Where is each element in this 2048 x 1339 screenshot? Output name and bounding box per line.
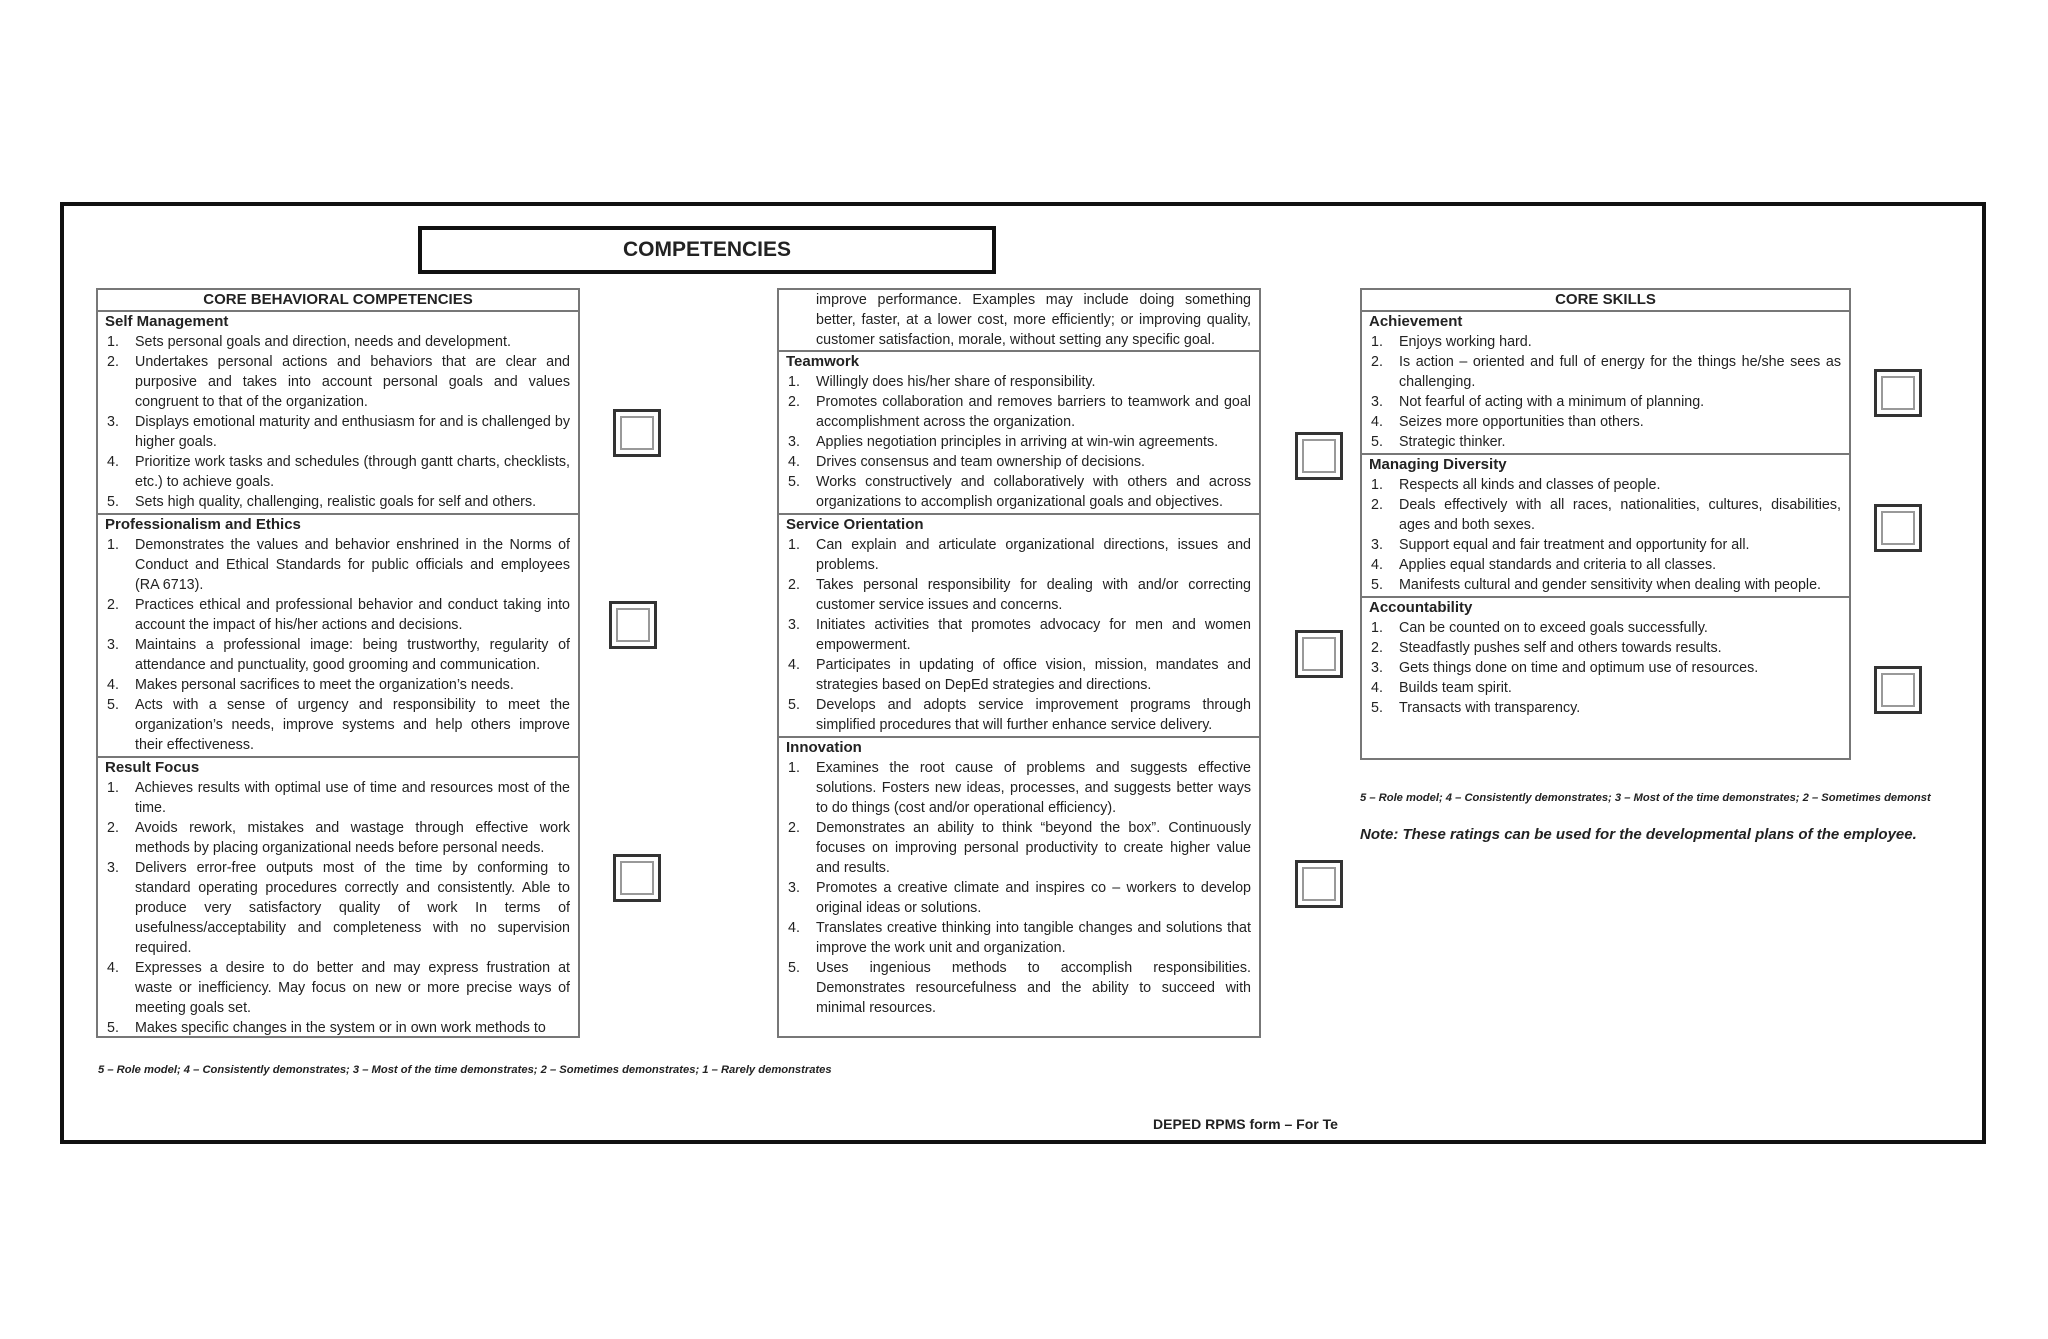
section-teamwork xyxy=(779,352,1259,515)
item-number: 3. xyxy=(1371,537,1383,553)
item-number: 5. xyxy=(107,1020,119,1036)
indicator-item xyxy=(106,535,570,595)
item-text: Develops and adopts service improvement programs through simplified procedures that will further enhance service delivery. xyxy=(816,697,1251,733)
indicator-item xyxy=(787,615,1251,655)
item-text: Takes personal responsibility for dealing with and/or correcting customer service issues and concerns. xyxy=(816,577,1251,613)
indicator-item xyxy=(106,818,570,858)
item-text: Demonstrates the values and behavior enshrined in the Norms of Conduct and Ethical Standards for public officials and employees (RA 6713). xyxy=(135,537,570,593)
indicator-item xyxy=(1370,535,1841,555)
item-number: 1. xyxy=(1371,477,1383,493)
item-text: Undertakes personal actions and behaviors that are clear and purposive and takes into account personal goals and values congruent to that of the organization. xyxy=(135,354,570,410)
item-text: Promotes collaboration and removes barriers to teamwork and goal accomplishment across the organization. xyxy=(816,394,1251,430)
indicator-item xyxy=(106,412,570,452)
rating-box-service-orientation[interactable] xyxy=(1295,630,1343,678)
item-text: Support equal and fair treatment and opportunity for all. xyxy=(1399,537,1750,553)
item-number: 4. xyxy=(788,657,800,673)
item-text: Practices ethical and professional behavior and conduct taking into account the impact of his/her actions and decisions. xyxy=(135,597,570,633)
item-text: Uses ingenious methods to accomplish responsibilities. Demonstrates resourcefulness and the ability to succeed with minimal resources. xyxy=(816,960,1251,1016)
item-number: 5. xyxy=(788,960,800,976)
form-footer: DEPED RPMS form – For Te xyxy=(1153,1116,1338,1132)
item-number: 4. xyxy=(788,454,800,470)
item-text: Applies negotiation principles in arriving at win-win agreements. xyxy=(816,434,1219,450)
item-number: 4. xyxy=(1371,680,1383,696)
indicator-item xyxy=(1370,698,1841,718)
document-frame xyxy=(60,202,1986,1144)
item-text: Expresses a desire to do better and may express frustration at waste or inefficiency. May focus on new or more precise ways of meeting goals set. xyxy=(135,960,570,1016)
section-achievement xyxy=(1362,312,1849,455)
rating-legend-right: 5 – Role model; 4 – Consistently demonstrates; 3 – Most of the time demonstrates; 2 – Sometimes demonst xyxy=(1360,792,1931,804)
item-number: 5. xyxy=(788,474,800,490)
section-title: Teamwork xyxy=(786,353,860,370)
item-number: 4. xyxy=(788,920,800,936)
item-text: Initiates activities that promotes advocacy for men and women empowerment. xyxy=(816,617,1251,653)
section-title: Achievement xyxy=(1369,313,1463,330)
indicator-item xyxy=(787,878,1251,918)
item-number: 3. xyxy=(788,880,800,896)
indicator-item xyxy=(1370,432,1841,452)
indicator-item xyxy=(106,675,570,695)
item-number: 2. xyxy=(107,354,119,370)
section-title: Professionalism and Ethics xyxy=(105,516,301,533)
rating-box-professionalism-ethics[interactable] xyxy=(609,601,657,649)
indicator-list xyxy=(787,535,1251,735)
item-number: 5. xyxy=(1371,700,1383,716)
rating-box-self-management[interactable] xyxy=(613,409,661,457)
ratings-note: Note: These ratings can be used for the developmental plans of the employee. xyxy=(1360,826,1917,843)
rating-box-achievement[interactable] xyxy=(1874,369,1922,417)
section-title: Result Focus xyxy=(105,759,200,776)
section-title: Self Management xyxy=(105,313,229,330)
item-text: Makes personal sacrifices to meet the organization’s needs. xyxy=(135,677,514,693)
item-number: 4. xyxy=(1371,414,1383,430)
item-number: 1. xyxy=(107,537,119,553)
indicator-item xyxy=(106,352,570,412)
rating-box-managing-diversity[interactable] xyxy=(1874,504,1922,552)
indicator-item xyxy=(106,492,570,512)
item-number: 2. xyxy=(788,394,800,410)
panel-header: CORE SKILLS xyxy=(1362,290,1849,312)
indicator-list xyxy=(1370,475,1841,595)
indicator-item xyxy=(1370,658,1841,678)
section-title: Service Orientation xyxy=(786,516,924,533)
indicator-item xyxy=(787,818,1251,878)
item-number: 5. xyxy=(107,697,119,713)
item-number: 3. xyxy=(107,860,119,876)
item-number: 4. xyxy=(107,454,119,470)
indicator-item xyxy=(1370,638,1841,658)
indicator-list xyxy=(106,332,570,512)
indicator-item xyxy=(787,758,1251,818)
indicator-item xyxy=(1370,575,1841,595)
indicator-item xyxy=(1370,392,1841,412)
indicator-item xyxy=(106,332,570,352)
panel-header: CORE BEHAVIORAL COMPETENCIES xyxy=(98,290,578,312)
indicator-item xyxy=(787,655,1251,695)
item-text: Respects all kinds and classes of people. xyxy=(1399,477,1661,493)
core-skills-panel xyxy=(1360,288,1851,760)
item-number: 4. xyxy=(107,677,119,693)
item-text: Examines the root cause of problems and suggests effective solutions. Fosters new ideas, processes, and suggests better ways to do things (cost and/or operational efficiency). xyxy=(816,760,1251,816)
item-number: 3. xyxy=(1371,394,1383,410)
indicator-item xyxy=(787,958,1251,1018)
indicator-list xyxy=(106,778,570,1038)
indicator-item xyxy=(1370,678,1841,698)
indicator-item xyxy=(106,595,570,635)
item-text: Translates creative thinking into tangible changes and solutions that improve the work unit and organization. xyxy=(816,920,1251,956)
item-text: Promotes a creative climate and inspires co – workers to develop original ideas or solutions. xyxy=(816,880,1251,916)
item-number: 3. xyxy=(788,434,800,450)
rating-box-teamwork[interactable] xyxy=(1295,432,1343,480)
rating-legend-left: 5 – Role model; 4 – Consistently demonstrates; 3 – Most of the time demonstrates; 2 – Sometimes demonstrates; 1 – Rarely demonstrates xyxy=(98,1064,832,1076)
indicator-item xyxy=(787,695,1251,735)
item-text: Makes specific changes in the system or in own work methods to xyxy=(135,1020,546,1036)
item-text: Displays emotional maturity and enthusiasm for and is challenged by higher goals. xyxy=(135,414,570,450)
item-number: 1. xyxy=(107,780,119,796)
section-service-orientation xyxy=(779,515,1259,738)
item-number: 3. xyxy=(788,617,800,633)
item-number: 1. xyxy=(1371,334,1383,350)
item-number: 3. xyxy=(107,637,119,653)
section-title: Accountability xyxy=(1369,599,1473,616)
item-text: Avoids rework, mistakes and wastage through effective work methods by placing organizational needs before personal needs. xyxy=(135,820,570,856)
indicator-item xyxy=(106,778,570,818)
indicator-item xyxy=(787,432,1251,452)
item-number: 2. xyxy=(788,577,800,593)
competencies-title: COMPETENCIES xyxy=(418,226,996,274)
section-professionalism-and-ethics xyxy=(98,515,578,758)
item-text: Drives consensus and team ownership of decisions. xyxy=(816,454,1145,470)
indicator-list xyxy=(787,372,1251,512)
item-number: 1. xyxy=(788,537,800,553)
item-number: 3. xyxy=(1371,660,1383,676)
item-text: Maintains a professional image: being trustworthy, regularity of attendance and punctuality, good grooming and communication. xyxy=(135,637,570,673)
item-text: Willingly does his/her share of responsibility. xyxy=(816,374,1096,390)
item-text: Deals effectively with all races, nationalities, cultures, disabilities, ages and both sexes. xyxy=(1399,497,1841,533)
indicator-item xyxy=(1370,475,1841,495)
indicator-item xyxy=(1370,555,1841,575)
item-text: Transacts with transparency. xyxy=(1399,700,1581,716)
indicator-item xyxy=(106,1018,570,1038)
item-number: 2. xyxy=(1371,354,1383,370)
rating-box-accountability[interactable] xyxy=(1874,666,1922,714)
indicator-item xyxy=(1370,332,1841,352)
section-title: Innovation xyxy=(786,739,862,756)
competencies-continued-panel xyxy=(777,288,1261,1038)
indicator-list xyxy=(1370,332,1841,452)
item-text: Works constructively and collaboratively with others and across organizations to accomplish organizational goals and objectives. xyxy=(816,474,1251,510)
item-number: 2. xyxy=(1371,640,1383,656)
item-number: 3. xyxy=(107,414,119,430)
item-number: 4. xyxy=(1371,557,1383,573)
indicator-item xyxy=(787,372,1251,392)
item-text: Seizes more opportunities than others. xyxy=(1399,414,1644,430)
item-text: Builds team spirit. xyxy=(1399,680,1512,696)
item-number: 4. xyxy=(107,960,119,976)
indicator-item xyxy=(787,535,1251,575)
item-text: Can be counted on to exceed goals successfully. xyxy=(1399,620,1708,636)
indicator-item xyxy=(106,958,570,1018)
item-text: Is action – oriented and full of energy for the things he/she sees as challenging. xyxy=(1399,354,1841,390)
item-text: Acts with a sense of urgency and responsibility to meet the organization’s needs, improve systems and help others improve their effectiveness. xyxy=(135,697,570,753)
item-text: Prioritize work tasks and schedules (through gantt charts, checklists, etc.) to achieve goals. xyxy=(135,454,570,490)
indicator-item xyxy=(1370,412,1841,432)
item-number: 2. xyxy=(788,820,800,836)
item-text: Can explain and articulate organizational directions, issues and problems. xyxy=(816,537,1251,573)
item-text: Sets high quality, challenging, realistic goals for self and others. xyxy=(135,494,537,510)
indicator-item xyxy=(1370,352,1841,392)
indicator-item xyxy=(787,392,1251,432)
item-number: 5. xyxy=(1371,577,1383,593)
item-text: Enjoys working hard. xyxy=(1399,334,1532,350)
indicator-item xyxy=(787,918,1251,958)
indicator-item xyxy=(106,695,570,755)
item-text: Steadfastly pushes self and others towards results. xyxy=(1399,640,1722,656)
rating-box-innovation[interactable] xyxy=(1295,860,1343,908)
item-number: 2. xyxy=(107,820,119,836)
section-result-focus xyxy=(98,758,578,1039)
indicator-item xyxy=(106,635,570,675)
item-text: Strategic thinker. xyxy=(1399,434,1506,450)
item-text: Sets personal goals and direction, needs and development. xyxy=(135,334,511,350)
indicator-item xyxy=(1370,618,1841,638)
item-text: Gets things done on time and optimum use of resources. xyxy=(1399,660,1759,676)
item-number: 2. xyxy=(1371,497,1383,513)
section-self-management xyxy=(98,312,578,515)
item-text: Participates in updating of office vision, mission, mandates and strategies based on DepEd strategies and directions. xyxy=(816,657,1251,693)
indicator-list xyxy=(787,758,1251,1018)
item-number: 1. xyxy=(1371,620,1383,636)
section-accountability xyxy=(1362,598,1849,719)
item-number: 5. xyxy=(788,697,800,713)
item-number: 1. xyxy=(107,334,119,350)
item-number: 5. xyxy=(1371,434,1383,450)
core-behavioral-competencies-panel xyxy=(96,288,580,1038)
section-title: Managing Diversity xyxy=(1369,456,1507,473)
item-number: 1. xyxy=(788,760,800,776)
indicator-item xyxy=(106,858,570,958)
indicator-item xyxy=(787,472,1251,512)
item-number: 1. xyxy=(788,374,800,390)
item-number: 5. xyxy=(107,494,119,510)
indicator-item xyxy=(787,575,1251,615)
section-managing-diversity xyxy=(1362,455,1849,598)
section-innovation xyxy=(779,738,1259,1019)
indicator-list xyxy=(1370,618,1841,718)
indicator-item xyxy=(1370,495,1841,535)
indicator-item xyxy=(106,452,570,492)
item-text: Achieves results with optimal use of time and resources most of the time. xyxy=(135,780,570,816)
rating-box-result-focus[interactable] xyxy=(613,854,661,902)
item-text: Manifests cultural and gender sensitivity when dealing with people. xyxy=(1399,577,1822,593)
continued-text: improve performance. Examples may include doing something better, faster, at a lower cost, more efficiently; or improving quality, customer satisfaction, morale, without setting any specific goal. xyxy=(779,290,1259,352)
item-text: Applies equal standards and criteria to all classes. xyxy=(1399,557,1717,573)
indicator-list xyxy=(106,535,570,755)
item-text: Delivers error-free outputs most of the time by conforming to standard operating procedures correctly and consistently. Able to produce very satisfactory quality of work In terms of usefulness/acceptability and completeness with no supervision required. xyxy=(135,860,570,956)
item-text: Demonstrates an ability to think “beyond the box”. Continuously focuses on improving personal productivity to create higher value and results. xyxy=(816,820,1251,876)
indicator-item xyxy=(787,452,1251,472)
item-number: 2. xyxy=(107,597,119,613)
item-text: Not fearful of acting with a minimum of planning. xyxy=(1399,394,1705,410)
